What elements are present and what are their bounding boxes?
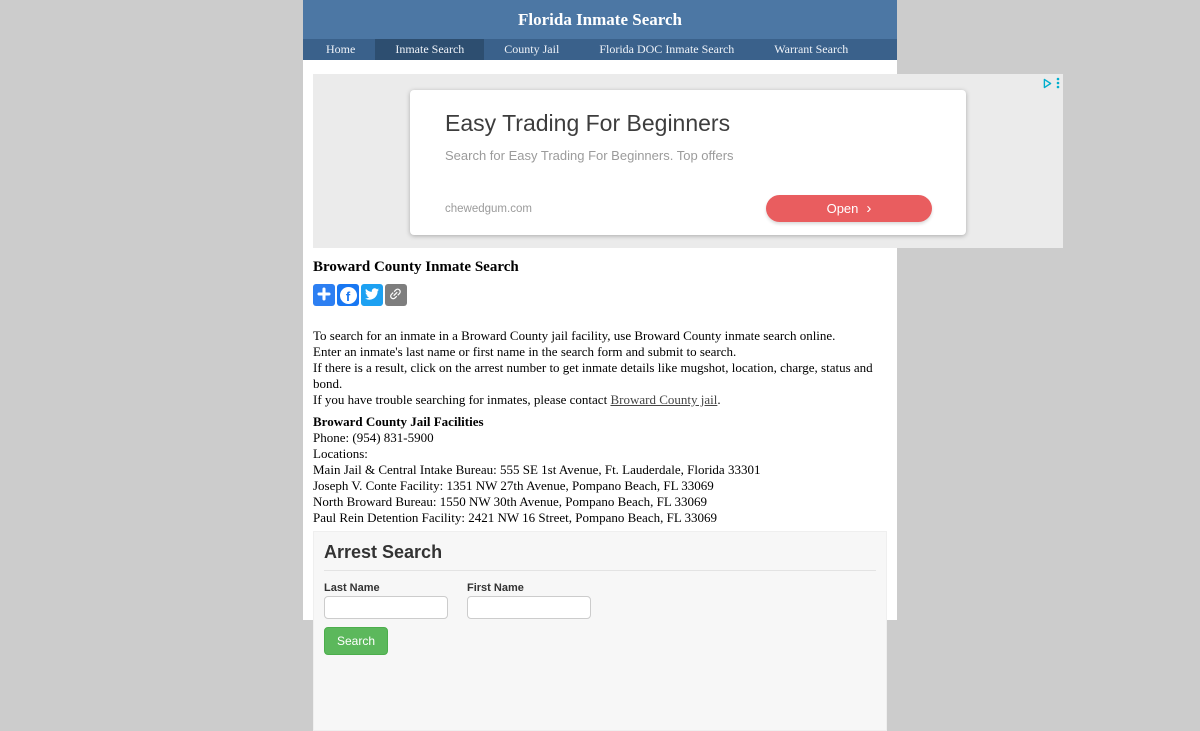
ad-subtitle: Search for Easy Trading For Beginners. Top offers xyxy=(445,148,734,163)
search-button[interactable]: Search xyxy=(324,627,388,655)
first-name-field-group xyxy=(467,582,591,619)
facebook-share-button[interactable] xyxy=(337,284,359,306)
last-name-field-group xyxy=(324,582,448,619)
arrest-search-panel xyxy=(313,531,887,731)
facility-location: Main Jail & Central Intake Bureau: 555 SE 1st Avenue, Ft. Lauderdale, Florida 33301 xyxy=(313,462,761,477)
facilities-title: Broward County Jail Facilities xyxy=(313,414,484,429)
nav-item-florida-doc-inmate-search[interactable]: Florida DOC Inmate Search xyxy=(599,42,735,56)
intro-line: Enter an inmate's last name or first name in the search form and submit to search. xyxy=(313,344,737,359)
facilities-phone: Phone: (954) 831-5900 xyxy=(313,430,434,445)
adchoices-icon[interactable] xyxy=(1042,76,1053,94)
form-fields xyxy=(324,582,876,619)
ad-card[interactable] xyxy=(410,90,966,235)
last-name-input[interactable] xyxy=(324,596,448,619)
chevron-right-icon: › xyxy=(866,200,872,217)
link-icon xyxy=(384,283,407,306)
facebook-icon: f xyxy=(340,287,357,304)
nav-item-home[interactable]: Home xyxy=(326,42,356,56)
intro-line xyxy=(313,392,887,408)
intro-line-suffix: . xyxy=(717,392,721,407)
twitter-share-button[interactable] xyxy=(361,284,383,306)
site-header xyxy=(303,0,897,39)
ad-open-button[interactable] xyxy=(766,195,932,222)
site-title: Florida Inmate Search xyxy=(517,10,682,29)
ad-open-label: Open xyxy=(826,201,859,216)
share-buttons xyxy=(313,284,887,306)
first-name-label: First Name xyxy=(467,582,524,594)
nav-item-inmate-search[interactable]: Inmate Search xyxy=(375,39,484,60)
plus-share-icon xyxy=(316,286,332,305)
nav-item-county-jail[interactable]: County Jail xyxy=(504,42,560,56)
page-title: Broward County Inmate Search xyxy=(313,259,519,275)
advertiser-url: chewedgum.com xyxy=(445,203,532,215)
last-name-label: Last Name xyxy=(324,582,380,594)
facility-location: North Broward Bureau: 1550 NW 30th Avenue, Pompano Beach, FL 33069 xyxy=(313,494,708,509)
ad-controls xyxy=(1042,76,1060,94)
facility-location: Joseph V. Conte Facility: 1351 NW 27th Avenue, Pompano Beach, FL 33069 xyxy=(313,478,714,493)
intro-line: If there is a result, click on the arrest number to get inmate details like mugshot, location, charge, status and bond. xyxy=(313,360,873,391)
ad-options-kebab-icon[interactable] xyxy=(1056,76,1060,94)
intro-line-prefix: If you have trouble searching for inmates, please contact xyxy=(313,392,611,407)
intro-text xyxy=(313,328,887,408)
main-nav xyxy=(303,39,897,60)
intro-line: To search for an inmate in a Broward County jail facility, use Broward County inmate search online. xyxy=(313,328,836,343)
ad-headline: Easy Trading For Beginners xyxy=(445,110,731,136)
broward-county-jail-link[interactable]: Broward County jail xyxy=(610,392,718,407)
form-title: Arrest Search xyxy=(324,543,876,571)
facilities-text xyxy=(313,414,887,526)
copy-link-button[interactable] xyxy=(385,284,407,306)
nav-item-warrant-search[interactable]: Warrant Search xyxy=(774,42,849,56)
facilities-locations-label: Locations: xyxy=(313,446,368,461)
twitter-icon xyxy=(365,287,379,304)
first-name-input[interactable] xyxy=(467,596,591,619)
ad-banner xyxy=(313,74,1063,248)
share-button[interactable] xyxy=(313,284,335,306)
facility-location: Paul Rein Detention Facility: 2421 NW 16 Street, Pompano Beach, FL 33069 xyxy=(313,510,718,525)
